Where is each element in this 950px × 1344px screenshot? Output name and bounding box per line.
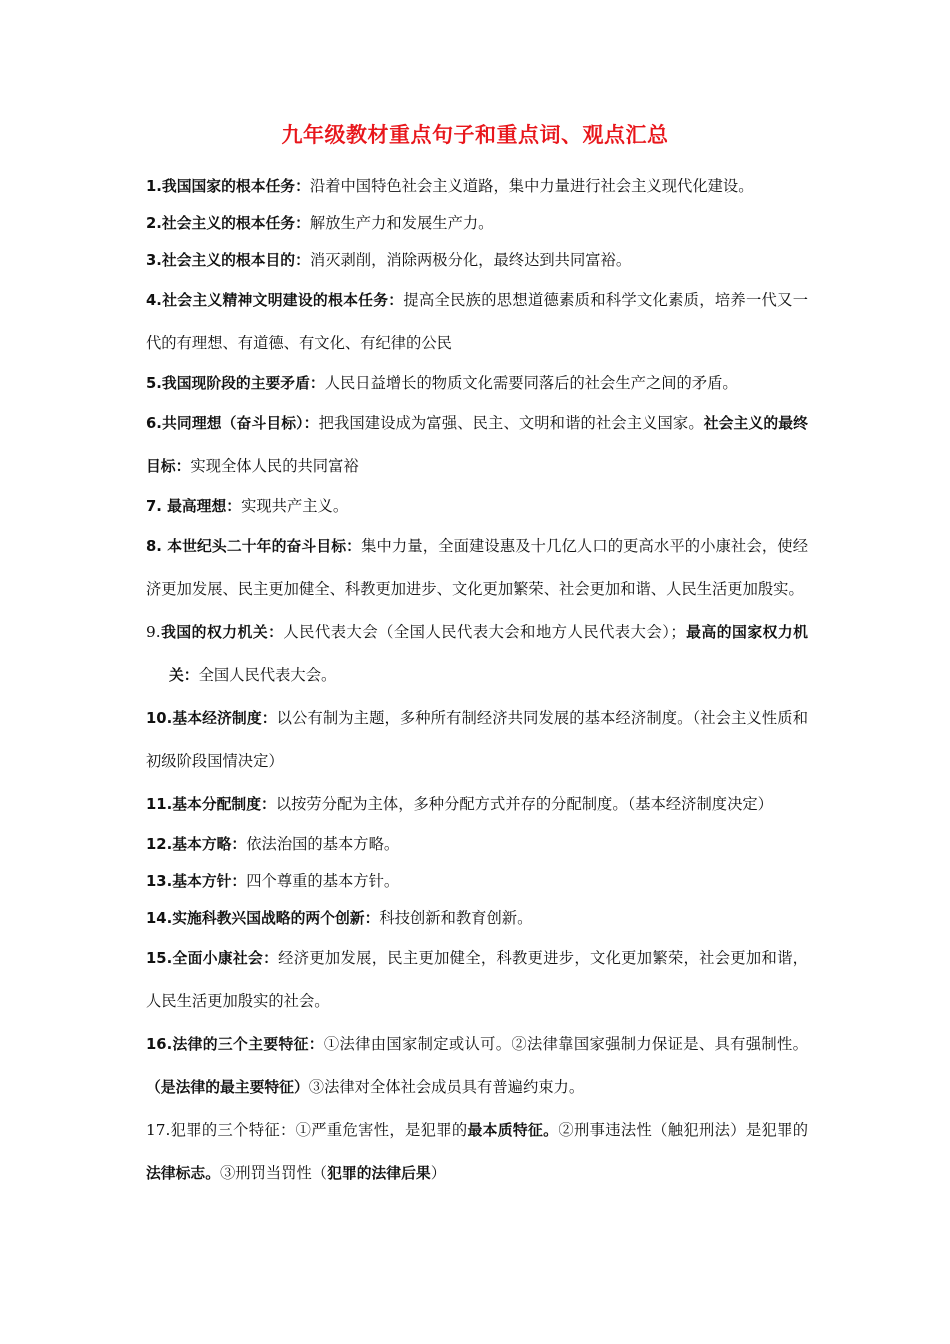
item-term: 本世纪头二十年的奋斗目标：: [161, 538, 362, 555]
item-term: 实施科教兴国战略的两个创新：: [172, 910, 380, 927]
item-number: 2.: [146, 215, 162, 232]
item-term: 社会主义精神文明建设的根本任务：: [161, 292, 404, 309]
item-text: 实现全体人民的共同富裕: [190, 457, 359, 475]
list-item: [146, 205, 808, 242]
item-number: 3.: [146, 252, 162, 269]
item-term: 基本方略：: [172, 836, 247, 853]
list-item: [146, 826, 808, 863]
item-text: 解放生产力和发展生产力。: [309, 214, 494, 232]
item-text: ③刑罚当罚性（: [220, 1164, 328, 1182]
item-number: 14.: [146, 910, 173, 927]
list-item: [146, 697, 808, 783]
list-item: [146, 168, 808, 205]
item-text: ③法律对全体社会成员具有普遍约束力。: [308, 1078, 585, 1096]
item-number: 1.: [146, 178, 162, 195]
item-term: 最高的国家权力机关：: [169, 624, 808, 684]
item-term: 共同理想（奋斗目标）：: [161, 415, 319, 432]
item-number: 4.: [146, 292, 162, 309]
list-item: [146, 365, 808, 402]
item-text: 沿着中国特色社会主义道路，集中力量进行社会主义现代化建设。: [309, 177, 754, 195]
list-item: [146, 279, 808, 365]
item-term: 基本经济制度：: [172, 710, 277, 727]
item-term: 我国国家的根本任务：: [161, 178, 310, 195]
item-term: 最本质特征。: [467, 1122, 559, 1139]
item-term: 全面小康社会：: [172, 950, 279, 967]
list-item: [146, 863, 808, 900]
item-term: 犯罪的法律后果: [327, 1165, 431, 1182]
item-term: 基本方针：: [172, 873, 247, 890]
list-item: [146, 937, 808, 1023]
item-term: 最高理想：: [161, 498, 242, 515]
item-term: 法律的三个主要特征：: [172, 1036, 324, 1053]
list-item: [146, 525, 808, 611]
item-text: 人民日益增长的物质文化需要同落后的社会生产之间的矛盾。: [324, 374, 738, 392]
item-text: 依法治国的基本方略。: [246, 835, 400, 853]
item-term: 社会主义的根本任务：: [161, 215, 310, 232]
item-number: 15.: [146, 950, 173, 967]
item-text: 提高全民族的思想道德素质和科学文化素质，培养一代又一代的有理想、有道德、有文化、有纪律的公民: [146, 291, 808, 352]
item-term: 我国现阶段的主要矛盾：: [161, 375, 325, 392]
item-text: ）: [430, 1164, 446, 1182]
item-term: （是法律的最主要特征）: [146, 1079, 309, 1096]
item-text: 把我国建设成为富强、民主、文明和谐的社会主义国家。: [318, 414, 704, 432]
document-title: 九年级教材重点句子和重点词、观点汇总: [281, 123, 669, 147]
document-body: [146, 168, 808, 1195]
item-number: 17.: [146, 1121, 171, 1139]
item-number: 12.: [146, 836, 173, 853]
item-term: 基本分配制度：: [172, 796, 276, 813]
item-text: 集中力量，全面建设惠及十几亿人口的更高水平的小康社会，使经济更加发展、民主更加健全、科教更加进步、文化更加繁荣、社会更加和谐、人民生活更加殷实。: [146, 537, 808, 598]
item-number: 8.: [146, 538, 162, 555]
item-text: 经济更加发展，民主更加健全，科教更进步，文化更加繁荣，社会更加和谐，人民生活更加殷实的社会。: [146, 949, 808, 1010]
item-text: 四个尊重的基本方针。: [246, 872, 400, 890]
item-number: 6.: [146, 415, 162, 432]
item-text: 消灭剥削，消除两极分化，最终达到共同富裕。: [309, 251, 632, 269]
item-number: 10.: [146, 710, 173, 727]
list-item: [146, 900, 808, 937]
item-text: 实现共产主义。: [241, 497, 349, 515]
list-item: [146, 488, 808, 525]
item-text: 以公有制为主题，多种所有制经济共同发展的基本经济制度。（社会主义性质和初级阶段国情决定）: [146, 709, 808, 770]
item-text: 以按劳分配为主体，多种分配方式并存的分配制度。（基本经济制度决定）: [275, 795, 773, 813]
list-item: [146, 1109, 808, 1195]
item-text: 全国人民代表大会。: [198, 666, 337, 684]
list-item: [146, 1023, 808, 1109]
list-item: [146, 242, 808, 279]
item-text: 犯罪的三个特征：①严重危害性，是犯罪的: [170, 1121, 468, 1139]
item-number: 7.: [146, 498, 162, 515]
item-number: 9.: [146, 623, 161, 641]
item-number: 16.: [146, 1036, 173, 1053]
item-number: 5.: [146, 375, 162, 392]
item-text: ②刑事违法性（触犯刑法）是犯罪的: [558, 1121, 808, 1139]
item-text: 科技创新和教育创新。: [379, 909, 533, 927]
item-number: 13.: [146, 873, 173, 890]
item-term: 社会主义的根本目的：: [161, 252, 310, 269]
item-text: ①法律由国家制定或认可。②法律靠国家强制力保证是、具有强制性。: [323, 1035, 808, 1053]
item-term: 我国的权力机关：: [160, 624, 284, 641]
item-text: 人民代表大会（全国人民代表大会和地方人民代表大会）；: [283, 623, 686, 641]
list-item: [146, 783, 808, 826]
item-number: 11.: [146, 796, 173, 813]
item-term: 法律标志。: [146, 1165, 220, 1182]
list-item: [146, 611, 808, 697]
item-term: 社会主义的最终目标：: [146, 415, 808, 475]
list-item: [146, 402, 808, 488]
